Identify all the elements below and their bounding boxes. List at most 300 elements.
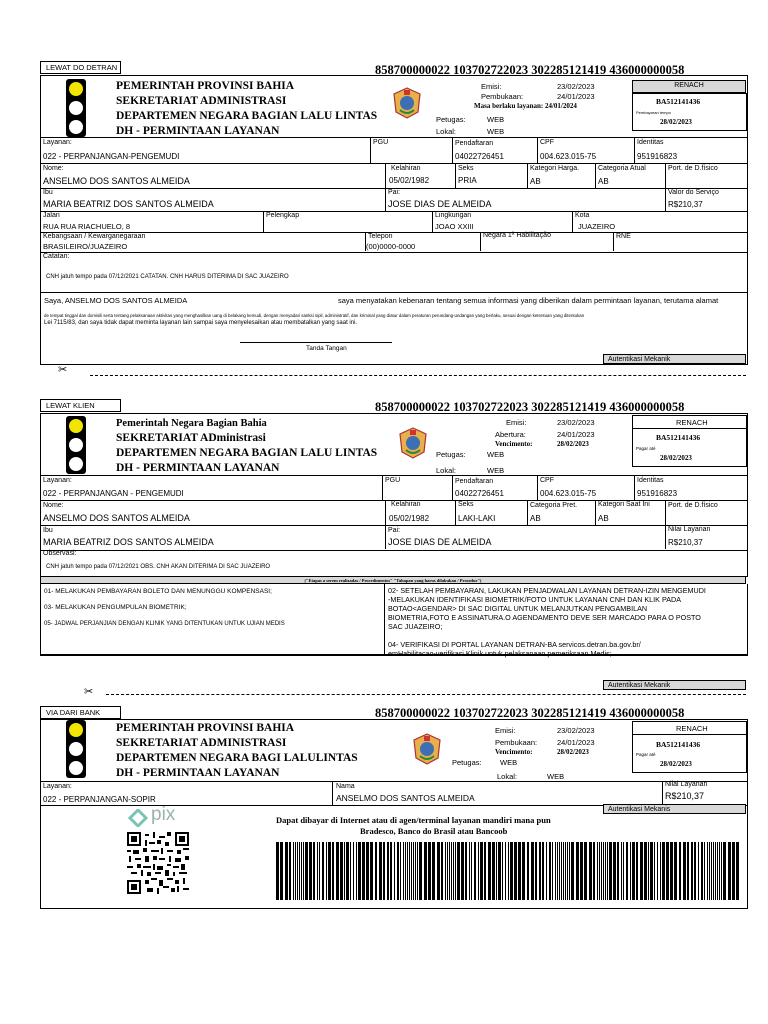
barcode-bar [565, 842, 566, 900]
barcode-bar [719, 842, 720, 900]
barcode-bar [542, 842, 544, 900]
barcode-bar [666, 842, 669, 900]
pagar-value: 28/02/2023 [660, 454, 692, 462]
barcode-bar [713, 842, 714, 900]
categoria-atual-value: AB [598, 177, 609, 186]
barcode-bar [539, 842, 541, 900]
nome-label: Nome: [43, 165, 64, 172]
seks-label: Seks [458, 165, 474, 172]
barcode-bar [698, 842, 699, 900]
barcode-bar [640, 842, 643, 900]
barcode-digits-2: 858700000022 103702722023 302285121419 436000000058 [375, 400, 685, 414]
abertura-label: Abertura: [495, 430, 526, 439]
petugas-value: WEB [487, 450, 505, 459]
lokal-value: WEB [487, 466, 505, 475]
pendaftaran-label: Pendaftaran [455, 140, 494, 147]
pai-value: JOSE DIAS DE ALMEIDA [388, 199, 492, 209]
barcode-bar [356, 842, 357, 900]
identitas-label: Identitas [637, 139, 664, 146]
barcode-bar [407, 842, 408, 900]
header-title-1: PEMERINTAH PROVINSI BAHIA SEKRETARIAT ADMINISTRASI DEPARTEMEN NEGARA BAGIAN LALU LINTAS DH - PERMINTAAN LAYANAN [116, 80, 378, 137]
layanan-label: Layanan: [43, 477, 72, 484]
barcode-bar [415, 842, 416, 900]
coat-of-arms-icon [396, 426, 430, 460]
kelahiran-label: Kelahiran [391, 165, 421, 172]
traffic-light-icon [66, 720, 86, 778]
barcode-bar [417, 842, 418, 900]
kota-value: JUAZEIRO [578, 222, 616, 231]
barcode-digits-1: 858700000022 103702722023 302285121419 436000000058 [375, 63, 685, 77]
cut-line-1 [90, 375, 746, 376]
petugas-label: Petugas: [452, 758, 482, 767]
barcode-bar [453, 842, 454, 900]
barcode-bar [717, 842, 718, 900]
barcode-bar [531, 842, 534, 900]
pai-label: Pai: [388, 189, 401, 196]
barcode-bar [601, 842, 602, 900]
lokal-label: Lokal: [436, 127, 457, 136]
barcode-bar [691, 842, 693, 900]
scissors-icon: ✂ [84, 686, 94, 698]
barcode-bar [709, 842, 710, 900]
layanan-value: 022 - PERPANJANGAN-PENGEMUDI [43, 152, 180, 161]
barcode-bar [654, 842, 655, 900]
barcode-bar [617, 842, 619, 900]
port-label: Port. de D.físico [668, 165, 718, 172]
kota-label: Kota [575, 212, 590, 219]
renach-value: BA512141436 [656, 740, 701, 749]
barcode-bar [309, 842, 312, 900]
barcode-bar [488, 842, 491, 900]
kategori-saat-ini-value: AB [598, 514, 609, 523]
telepon-label: Telepon [368, 233, 393, 240]
pendaftaran-value: 04022726451 [455, 489, 504, 498]
via-klien-tag: LEWAT KLIEN [40, 399, 121, 412]
barcode-bar [632, 842, 635, 900]
kategori-harga-value: AB [530, 177, 541, 186]
pagar-label: Pembayaran tempo [636, 110, 671, 115]
pelengkap-label: Pelengkap [266, 212, 300, 219]
barcode-bar [510, 842, 513, 900]
barcode-bar [597, 842, 598, 900]
pagar-value: 28/02/2023 [660, 118, 692, 126]
kelahiran-value: 05/02/1982 [389, 176, 430, 185]
lingkungan-value: JOAO XXIII [435, 222, 474, 231]
barcode-bar [383, 842, 385, 900]
pagar-value: 28/02/2023 [660, 760, 692, 768]
nome-value: ANSELMO DOS SANTOS ALMEIDA [43, 513, 190, 523]
identitas-label: Identitas [637, 477, 664, 484]
barcode-bar [461, 842, 464, 900]
emisi-value: 23/02/2023 [557, 726, 595, 735]
nama-value: ANSELMO DOS SANTOS ALMEIDA [336, 793, 475, 803]
valor-value: R$210,37 [668, 200, 703, 209]
pembukaan-label: Pembukaan: [481, 92, 524, 101]
barcode-bar [498, 842, 501, 900]
barcode-bar [522, 842, 525, 900]
barcode-bar [413, 842, 414, 900]
barcode-bar [346, 842, 349, 900]
barcode-bar [502, 842, 503, 900]
barcode-bar [295, 842, 296, 900]
barcode-bar [607, 842, 608, 900]
barcode-bar [561, 842, 562, 900]
barcode-bar [280, 842, 283, 900]
cpf-label: CPF [540, 139, 554, 146]
pagar-label: Pagar até [636, 752, 656, 757]
barcode-bar [449, 842, 450, 900]
barcode-bar [319, 842, 320, 900]
nilai-label: Nilai Layanan [668, 526, 711, 533]
barcode-bar [469, 842, 470, 900]
qr-code-icon [127, 832, 189, 894]
barcode-bar [704, 842, 705, 900]
seks-value: PRIA [458, 176, 477, 185]
barcode-bar [576, 842, 579, 900]
barcode-bar [451, 842, 452, 900]
scissors-icon: ✂ [58, 364, 68, 376]
barcode-bar [387, 842, 389, 900]
barcode-bar [514, 842, 517, 900]
emisi-value: 23/02/2023 [557, 418, 595, 427]
ibu-label: Ibu [43, 527, 53, 534]
seks-value: LAKI-LAKI [458, 514, 496, 523]
barcode-bar [603, 842, 604, 900]
pembukaan-label: Pembukaan: [495, 738, 538, 747]
barcode-bar [336, 842, 339, 900]
signature-label: Tanda Tangan [306, 345, 347, 352]
categoria-pret-label: Categoria Pret. [530, 502, 578, 509]
barcode-bar [358, 842, 361, 900]
cut-line-2 [106, 694, 746, 695]
bayar-note-2: Bradesco, Banco do Brasil atau Bancoob [360, 826, 508, 836]
barcode-bar [492, 842, 495, 900]
lokal-value: WEB [547, 772, 565, 781]
nome-label: Nome: [43, 502, 64, 509]
ibu-value: MARIA BEATRIZ DOS SANTOS ALMEIDA [43, 199, 214, 209]
emisi-label: Emisi: [495, 726, 516, 735]
emisi-value: 23/02/2023 [557, 82, 595, 91]
observasi-value: CNH jatuh tempo pada 07/12/2021 OBS. CNH AKAN DITERIMA DI SAC JUAZEIRO [46, 564, 271, 570]
barcode-bar [350, 842, 351, 900]
valor-label: Valor do Serviço [668, 189, 719, 196]
layanan-label: Layanan: [43, 139, 72, 146]
pai-value: JOSE DIAS DE ALMEIDA [388, 537, 492, 547]
header-title-3: PEMERINTAH PROVINSI BAHIA SEKRETARIAT ADMINISTRASI DEPARTEMEN NEGARA BAGI LALULINTAS DH - PERMINTAAN LAYANAN [116, 722, 358, 779]
via-detran-tag: LEWAT DO DETRAN [40, 61, 121, 74]
barcode-bar [484, 842, 486, 900]
step-right: 02- SETELAH PEMBAYARAN, LAKUKAN PENJADWALAN LAYANAN DETRAN-IZIN MENGEMUDI -MELAKUKAN IDENTIFIKASI BIOMETRIK/FOTO UNTUK LAYANAN CNH DAN KLIK PADA BOTAO<AGENDAR> DI SAC DIGITAL UNTUK MELANJUTKAN PENGAMBILAN BIOMETRIA,FOTO E ASSINATURA.O AGENDAMENTO DEVE SER MARCADO PARA O POSTO SAC JUAZEIRO; 04- VERIFIKASI DI PORTAL LAYANAN DETRAN-BA servicos.detran.ba.gov.br/ emHabilitacao-verifikasi Klinik untuk pelaksanaan pemeriksaan Medis; [388, 586, 706, 658]
barcode-bar [428, 842, 431, 900]
petugas-label: Petugas: [436, 450, 466, 459]
barcode-bar [409, 842, 410, 900]
emisi-label: Emisi: [481, 82, 502, 91]
layanan-label: Layanan: [43, 783, 72, 790]
barcode-bar [626, 842, 628, 900]
masa-berlaku: Masa berlaku layanan: 24/01/2024 [474, 102, 577, 110]
barcode-bar [715, 842, 716, 900]
pembukaan-value: 24/01/2023 [557, 92, 595, 101]
barcode-bar [478, 842, 479, 900]
barcode-bar [557, 842, 558, 900]
barcode-bar [353, 842, 354, 900]
barcode-bar [508, 842, 509, 900]
barcode-bar [728, 842, 731, 900]
barcode-bar [400, 842, 401, 900]
autentikasi-1: Autentikasi Mekanik [603, 354, 746, 364]
barcode-bar [723, 842, 726, 900]
barcode-bar [589, 842, 592, 900]
autentikasi-3: Autentikasi Mekanis [603, 804, 746, 814]
lokal-label: Lokal: [497, 772, 518, 781]
bayar-note-1: Dapat dibayar di Internet atau di agen/terminal layanan mandiri mana pun [276, 815, 551, 825]
barcode-bar [299, 842, 300, 900]
layanan-value: 022 - PERPANJANGAN - PENGEMUDI [43, 489, 184, 498]
barcode-bar [694, 842, 696, 900]
barcode-bar [707, 842, 708, 900]
traffic-light-icon [66, 416, 86, 474]
barcode-bar [599, 842, 600, 900]
barcode-bar [535, 842, 537, 900]
barcode-bar [630, 842, 631, 900]
barcode-bar [736, 842, 739, 900]
barcode-bar [285, 842, 288, 900]
barcode-bar [563, 842, 564, 900]
barcode-bar [555, 842, 556, 900]
barcode-bar [683, 842, 686, 900]
ibu-value: MARIA BEATRIZ DOS SANTOS ALMEIDA [43, 537, 214, 547]
nilai-value: R$210,37 [668, 538, 703, 547]
kelahiran-label: Kelahiran [391, 501, 421, 508]
barcode-bar [332, 842, 334, 900]
barcode-bar [344, 842, 345, 900]
declaration-detail: de tempat tinggal dan domisili serta tentang pelaksanaan aktivitas yang menghasilkan uang di belakang kemudi, dengan menyadari sanksi sipil, administratif, dan kriminal yang diatur dalam peraturan perundang-undangan yang berlaku, sesuai dengan ketentuan yang ditentukan [44, 313, 585, 318]
kebangsaan-label: Kebangsaan / Kewarganegaraan [43, 233, 146, 240]
barcode-bar [679, 842, 681, 900]
barcode-bar [505, 842, 506, 900]
barcode-bar [437, 842, 440, 900]
barcode-bar [405, 842, 406, 900]
emisi-label: Emisi: [506, 418, 527, 427]
declaration-law: Lei 7115/83, dan saya tidak dapat meminta layanan lain sampai saya menyelesaikan atau membatalkan yang saat ini. [44, 320, 358, 326]
renach-value: BA512141436 [656, 97, 701, 106]
payment-barcode [276, 842, 740, 900]
observasi-box [40, 549, 748, 577]
layanan-value: 022 - PERPANJANGAN-SOPIR [43, 795, 156, 804]
barcode-bar [303, 842, 304, 900]
lokal-label: Lokal: [436, 466, 457, 475]
vencimento-label: Vencimento: [495, 748, 533, 756]
declaration-name: Saya, ANSELMO DOS SANTOS ALMEIDA [44, 296, 188, 305]
categoria-atual-label: Categoria Atual [598, 165, 646, 172]
barcode-bar [721, 842, 722, 900]
step-01: 01- MELAKUKAN PEMBAYARAN BOLETO DAN MENUNGGU KOMPENSASI; [44, 588, 272, 595]
nilai-label: Nilai Layanan [665, 781, 708, 788]
barcode-bar [301, 842, 302, 900]
nama-label: Nama [336, 783, 355, 790]
identitas-value: 951916823 [637, 152, 678, 161]
pagar-label: Pagar até [636, 446, 656, 451]
barcode-bar [457, 842, 460, 900]
renach-label: RENACH [676, 418, 708, 427]
barcode-bar [584, 842, 587, 900]
barcode-bar [660, 842, 661, 900]
kebangsaan-value: BRASILEIRO/JUAZEIRO [43, 242, 128, 251]
barcode-bar [552, 842, 553, 900]
barcode-bar [701, 842, 703, 900]
telepon-value: (00)0000-0000 [366, 242, 416, 251]
barcode-bar [289, 842, 291, 900]
barcode-bar [276, 842, 279, 900]
step-05: 05- JADWAL PERJANJIAN DENGAN KLINIK YANG DITENTUKAN UNTUK UJIAN MEDIS [44, 621, 285, 627]
barcode-bar [559, 842, 560, 900]
barcode-bar [496, 842, 497, 900]
barcode-bar [366, 842, 369, 900]
traffic-light-icon [66, 79, 86, 137]
barcode-bar [328, 842, 331, 900]
kategori-harga-label: Kategori Harga. [530, 165, 580, 172]
barcode-bar [674, 842, 677, 900]
barcode-bar [569, 842, 570, 900]
seks-label: Seks [458, 501, 474, 508]
lingkungan-label: Lingkungan [435, 212, 472, 219]
barcode-bar [623, 842, 624, 900]
coat-of-arms-icon [390, 86, 424, 120]
step-03: 03- MELAKUKAN PENGUMPULAN BIOMETRIK; [44, 604, 187, 611]
barcode-bar [711, 842, 712, 900]
petugas-label: Petugas: [436, 115, 466, 124]
barcode-bar [518, 842, 521, 900]
categoria-pret-value: AB [530, 514, 541, 523]
barcode-bar [609, 842, 612, 900]
barcode-bar [580, 842, 583, 900]
kategori-saat-ini-label: Kategori Saat Ini [598, 501, 650, 508]
barcode-bar [650, 842, 653, 900]
kelahiran-value: 05/02/1982 [389, 514, 430, 523]
header-title-2: Pemerintah Negara Bagian Bahia SEKRETARIAT ADministrasi DEPARTEMEN NEGARA BAGIAN LALU LINTAS DH - PERMINTAAN LAYANAN [116, 418, 378, 474]
barcode-bar [471, 842, 472, 900]
barcode-bar [571, 842, 574, 900]
barcode-bar [375, 842, 377, 900]
jalan-label: Jalan [43, 212, 60, 219]
barcode-bar [447, 842, 448, 900]
vencimento-value: 28/02/2023 [557, 748, 589, 756]
barcode-bar [474, 842, 476, 900]
barcode-bar [648, 842, 649, 900]
barcode-bar [313, 842, 315, 900]
pendaftaran-value: 04022726451 [455, 152, 504, 161]
pembukaan-value: 24/01/2023 [557, 738, 595, 747]
ibu-label: Ibu [43, 189, 53, 196]
barcode-bar [613, 842, 616, 900]
barcode-bar [419, 842, 422, 900]
vencimento-label: Vencimento: [495, 440, 533, 448]
barcode-bar [403, 842, 404, 900]
barcode-bar [445, 842, 446, 900]
barcode-bar [411, 842, 412, 900]
rne-label: RNE [616, 233, 631, 240]
barcode-bar [732, 842, 735, 900]
catatan-label: Catatan: [43, 253, 70, 260]
barcode-bar [621, 842, 622, 900]
barcode-bar [465, 842, 467, 900]
barcode-bar [441, 842, 443, 900]
barcode-bar [670, 842, 673, 900]
langkah-header: ("Etapas a serem realizadas / Procedimentos" "Tahapan yang harus dilakukan / Prosedur") [40, 576, 746, 584]
petugas-value: WEB [487, 115, 505, 124]
barcode-bar [362, 842, 365, 900]
barcode-bar [455, 842, 456, 900]
barcode-bar [636, 842, 638, 900]
barcode-bar [297, 842, 298, 900]
pix-logo: pix [128, 808, 188, 828]
cpf-value: 004.623.015-75 [540, 152, 597, 161]
barcode-bar [424, 842, 427, 900]
barcode-bar [644, 842, 647, 900]
barcode-bar [397, 842, 399, 900]
coat-of-arms-icon [410, 732, 444, 766]
identitas-value: 951916823 [637, 489, 678, 498]
via-bank-tag: VIA DARI BANK [40, 706, 121, 719]
barcode-bar [379, 842, 382, 900]
barcode-bar [340, 842, 343, 900]
petugas-value: WEB [500, 758, 518, 767]
nome-value: ANSELMO DOS SANTOS ALMEIDA [43, 176, 190, 186]
abertura-value: 24/01/2023 [557, 430, 595, 439]
autentikasi-2: Autentikasi Mekanik [603, 680, 746, 690]
barcode-bar [322, 842, 324, 900]
jalan-value: RUA RUA RIACHUELO, 8 [43, 222, 131, 231]
renach-label: RENACH [676, 724, 708, 733]
catatan-value: CNH jatuh tempo pada 07/12/2021 CATATAN. CNH HARUS DITERIMA DI SAC JUAZEIRO [46, 274, 289, 280]
barcode-bar [605, 842, 606, 900]
nilai-value: R$210,37 [665, 791, 705, 801]
pai-label: Pai: [388, 527, 401, 534]
pendaftaran-label: Pendaftaran [455, 478, 494, 485]
catatan-box [40, 251, 748, 293]
barcode-bar [546, 842, 547, 900]
barcode-bar [567, 842, 568, 900]
barcode-bar [662, 842, 665, 900]
barcode-bar [657, 842, 658, 900]
port-label: Port. de D.físico [668, 502, 718, 509]
lokal-value: WEB [487, 127, 505, 136]
cpf-value: 004.623.015-75 [540, 489, 597, 498]
pgu-label: PGU [385, 477, 401, 484]
barcode-digits-3: 858700000022 103702722023 302285121419 436000000058 [375, 706, 685, 720]
barcode-bar [527, 842, 529, 900]
barcode-bar [549, 842, 551, 900]
barcode-bar [394, 842, 395, 900]
barcode-bar [326, 842, 327, 900]
renach-label: RENACH [632, 80, 746, 93]
barcode-bar [593, 842, 595, 900]
observasi-label: Observasi: [43, 550, 77, 557]
pgu-label: PGU [373, 139, 389, 146]
barcode-bar [432, 842, 435, 900]
renach-value: BA512141436 [656, 433, 701, 442]
barcode-bar [293, 842, 294, 900]
cpf-label: CPF [540, 477, 554, 484]
barcode-bar [390, 842, 392, 900]
barcode-bar [305, 842, 308, 900]
barcode-bar [370, 842, 373, 900]
declaration-text: saya menyatakan kebenaran tentang semua informasi yang diberikan dalam permintaan layanan, terutama alamat [338, 296, 719, 305]
barcode-bar [480, 842, 483, 900]
negara-label: Negara 1ª Habilitação [483, 232, 551, 239]
barcode-bar [317, 842, 318, 900]
barcode-bar [687, 842, 689, 900]
